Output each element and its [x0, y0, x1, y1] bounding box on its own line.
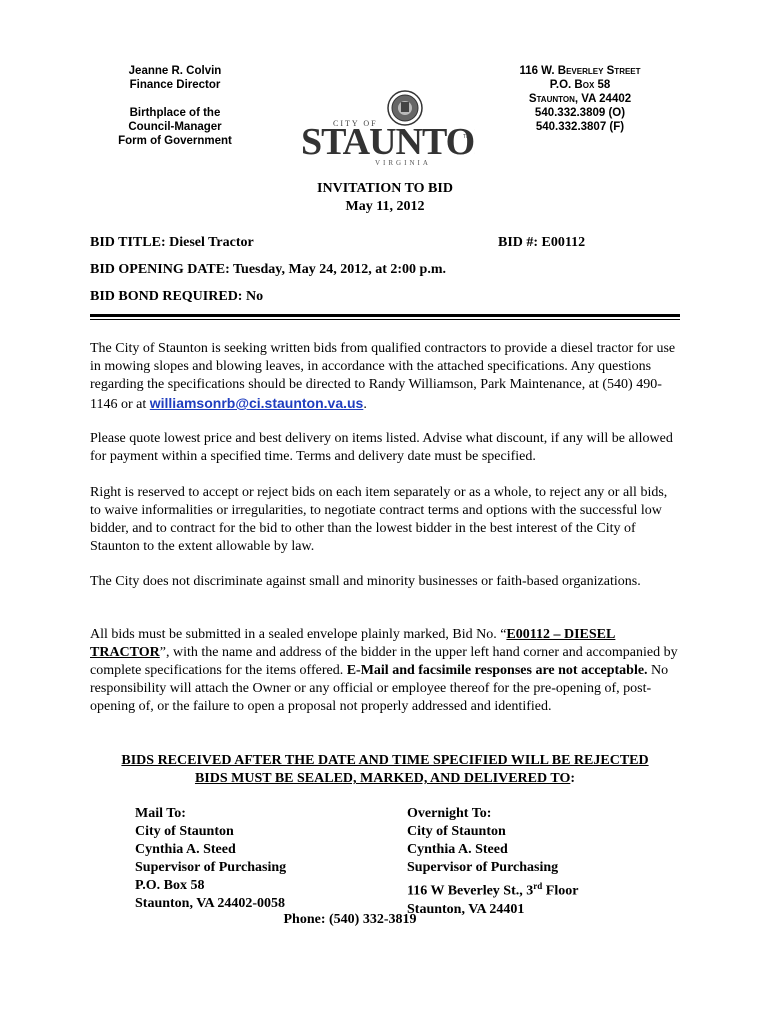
paragraph-submission: All bids must be submitted in a sealed envelope plainly marked, Bid No. “E00112 – DIESEL TRACTOR”, with the name and address of the bidder in the upper left hand corner and accompanied by complete specifications for the items offered. E-Mail and facsimile responses are not acceptable. No responsibility will attach the Owner or any official or employee thereof for the pre-opening of, post-opening of, or the failure to open a proposal not properly addressed and identified. [90, 627, 678, 714]
bid-number: BID #: E00112 [498, 235, 586, 250]
bid-bond: BID BOND REQUIRED: No [90, 289, 264, 304]
logo-staunton: STAUNTO [301, 121, 475, 163]
po-box: P.O. Box 58 [549, 79, 611, 91]
document-date: May 11, 2012 [345, 199, 425, 214]
office-phone: 540.332.3809 (O) [534, 107, 626, 119]
bid-opening-date: BID OPENING DATE: Tuesday, May 24, 2012, at 2:00 p.m. [90, 262, 447, 277]
paragraph-pricing: Please quote lowest price and best delivery on items listed. Advise what discount, if any will be allowed for payment within a specified time. Terms and delivery date must be specified. [90, 431, 673, 464]
overnight-heading: Overnight To: [407, 806, 492, 821]
letterhead-left [100, 64, 250, 148]
delivery-notice: BIDS MUST BE SEALED, MARKED, AND DELIVERED TO: [194, 771, 576, 786]
document-title: INVITATION TO BID [317, 181, 453, 196]
paragraph-nondiscrimination: The City does not discriminate against small and minority businesses or faith-based organizations. [90, 574, 641, 589]
director-role: Finance Director [129, 79, 221, 91]
late-bid-notice: BIDS RECEIVED AFTER THE DATE AND TIME SPECIFIED WILL BE REJECTED [121, 753, 649, 768]
paragraph-intro: The City of Staunton is seeking written bids from qualified contractors to provide a diesel tractor for use in mowing slopes and blowing leaves, in accordance with the attached specifications. Any questions regarding the specifications should be directed to Randy Williamson, Park Maintenance, at (540) 490-1146 or at williamsonrb@ci.staunton.va.us. [90, 341, 676, 412]
mail-to-heading: Mail To: [135, 806, 186, 821]
city-seal-icon [295, 88, 475, 168]
overnight-address: Overnight To: City of Staunton Cynthia A. Steed Supervisor of Purchasing 116 W Beverley St., 3rd Floor Staunton, VA 24401 [407, 806, 579, 917]
city-state-zip: Staunton, VA 24402 [528, 93, 632, 105]
logo-city-of: CITY OF [333, 119, 378, 128]
overnight-street: 116 W Beverley St., 3rd Floor [407, 881, 579, 899]
divider-thin [90, 319, 680, 320]
motto-line-3: Form of Government [118, 135, 232, 147]
director-name: Jeanne R. Colvin [128, 65, 222, 77]
mail-to-address: Mail To: City of Staunton Cynthia A. Steed Supervisor of Purchasing P.O. Box 58 Staunton, VA 24402-0058 [135, 806, 287, 911]
city-logo [295, 88, 475, 168]
logo-virginia: VIRGINIA [375, 159, 431, 167]
contact-email-link[interactable]: williamsonrb@ci.staunton.va.us [149, 395, 364, 411]
motto-line-2: Council-Manager [128, 121, 222, 133]
letterhead-right [500, 64, 660, 134]
street-address: 116 W. Beverley Street [519, 65, 641, 77]
paragraph-rights: Right is reserved to accept or reject bids on each item separately or as a whole, to reject any or all bids, to waive informalities or irregularities, to negotiate contract terms and options with the successful low bidder, and to contract for the bid to other than the lowest bidder in the best interest of the City of Staunton to the extent allowable by law. [90, 485, 668, 554]
no-email-fax-notice: E-Mail and facsimile responses are not acceptable. [346, 663, 648, 678]
logo-tm: TM [463, 134, 471, 140]
fax-number: 540.332.3807 (F) [535, 121, 625, 133]
purchasing-phone: Phone: (540) 332-3819 [283, 912, 417, 927]
bid-title: BID TITLE: Diesel Tractor [90, 235, 254, 250]
motto-line-1: Birthplace of the [129, 107, 221, 119]
divider-thick [90, 314, 680, 317]
bid-marking: E00112 – DIESEL TRACTOR [90, 627, 616, 660]
